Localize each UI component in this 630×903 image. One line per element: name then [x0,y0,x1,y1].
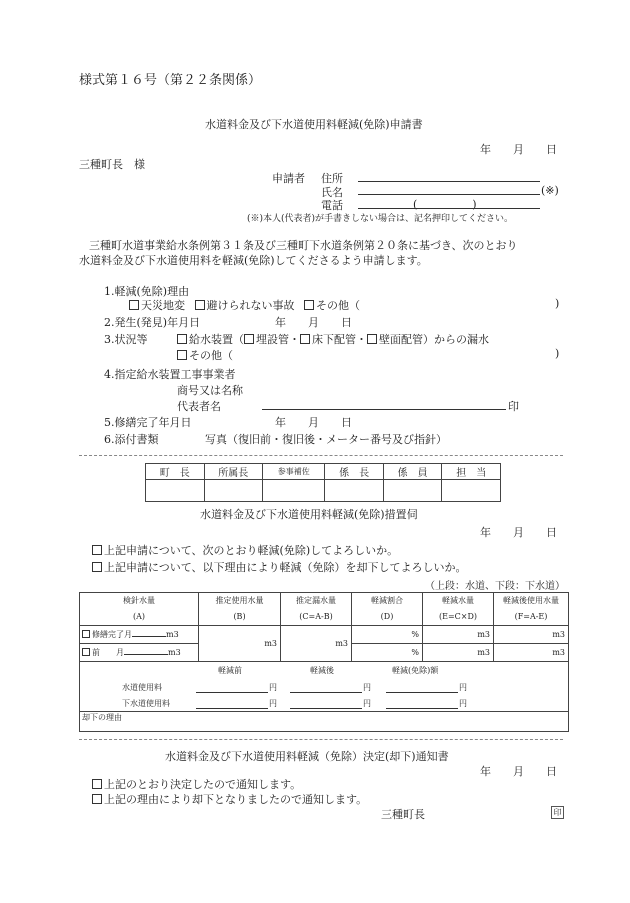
approval-header: 担 当 [442,464,501,480]
rep-seal: 印 [508,400,519,413]
measure-checkbox-approve[interactable] [92,545,102,555]
addressee: 三種町長 様 [79,158,145,171]
calc-header: 推定使用水量 (B) [199,593,281,626]
applicant-label: 申請者 [272,172,305,185]
calc-header: 軽減水量 (E=C×D) [423,593,494,626]
name-label: 氏名 [321,186,343,199]
yen-unit: 円 [363,699,371,708]
situation-checkbox-buried[interactable] [244,334,254,344]
reason-options: 天災地変 避けられない事故 その他（ [129,297,360,313]
approval-seal-cell[interactable] [383,480,442,502]
address-field[interactable] [358,181,540,182]
yen-unit: 円 [269,699,277,708]
yen-unit: 円 [459,699,467,708]
handwriting-note: (※)本人(代表者)が手書きしない場合は、記名押印してください。 [247,214,514,224]
phone-field[interactable] [358,208,540,209]
calc-cell[interactable]: m3 [494,644,569,662]
approval-header: 所属長 [204,464,263,480]
calc-cell[interactable]: m3 [423,626,494,644]
occurrence-date: 年 月 日 [275,316,352,329]
approval-seal-cell[interactable] [204,480,263,502]
amount-header: 軽減(免除)額 [392,666,439,675]
address-label: 住所 [321,172,343,185]
situation-options: 給水装置（ 埋設管・ 床下配管・ 壁面配管）からの漏水 [177,331,489,347]
phone-parens: ( ) [413,198,477,211]
notice-option-2: 上記の理由により却下となりましたので通知します。 [92,791,367,807]
reason-label: 1.軽減(免除)理由 [104,285,190,298]
situation-checkbox-wall[interactable] [367,334,377,344]
repair-date: 年 月 日 [275,416,352,429]
measure-date: 年 月 日 [480,526,557,539]
approval-header: 係 長 [325,464,384,480]
reason-checkbox-accident[interactable] [195,300,205,310]
calc-cell[interactable]: % [352,644,423,662]
repair-label: 5.修繕完了年月日 [104,416,192,429]
phone-label: 電話 [321,199,343,212]
name-mark: (※) [541,184,559,197]
yen-unit: 円 [459,683,467,692]
approval-seal-cell[interactable] [442,480,501,502]
calc-cell[interactable]: m3 [494,626,569,644]
amount-header: 軽減後 [310,666,334,675]
calc-cell[interactable]: m3 [199,626,281,662]
water-fee-label: 水道使用料 [122,683,162,692]
reason-checkbox-other[interactable] [304,300,314,310]
amount-block [80,662,569,712]
reject-reason-label: 却下の理由 [82,713,122,722]
yen-unit: 円 [363,683,371,692]
row-checkbox[interactable] [82,648,90,656]
notice-checkbox-rejected[interactable] [92,794,102,804]
reject-reason-cell[interactable] [80,712,569,732]
rep-label: 代表者名 [177,400,221,413]
approval-header: 係 員 [383,464,442,480]
calc-row-label[interactable]: 修繕完了月 m3 [80,626,199,644]
approval-table [145,463,501,502]
yen-unit: 円 [269,683,277,692]
reason-checkbox-disaster[interactable] [129,300,139,310]
sewer-before-field[interactable] [196,708,268,709]
calc-table [79,592,569,732]
calc-row-label[interactable]: 前 月 m3 [80,644,199,662]
sewer-after-field[interactable] [290,708,362,709]
official-seal: 印 [551,806,564,819]
table-note: （上段：水道、下段：下水道） [425,581,565,592]
approval-seal-cell[interactable] [325,480,384,502]
occurrence-label: 2.発生(発見)年月日 [104,316,201,329]
situation-checkbox-supply[interactable] [177,334,187,344]
application-title: 水道料金及び下水道使用料軽減(免除)申請書 [205,118,423,131]
situation-checkbox-other[interactable] [177,350,187,360]
measure-option-1: 上記申請について、次のとおり軽減(免除)してよろしいか。 [92,542,398,558]
attachments-value: 写真（復旧前・復旧後・メーター番号及び指針） [205,433,447,446]
rep-field[interactable] [262,409,506,410]
approval-seal-cell[interactable] [146,480,205,502]
amount-header: 軽減前 [218,666,242,675]
calc-header: 軽減後使用水量 (F=A-E) [494,593,569,626]
divider-1 [79,455,563,456]
measure-checkbox-reject[interactable] [92,562,102,572]
body-line-2: 水道料金及び下水道使用料を軽減(免除)してくださるよう申請します。 [79,254,428,267]
attachments-label: 6.添付書類 [104,433,159,446]
sewer-reduction-field[interactable] [386,708,458,709]
contractor-label: 4.指定給水装置工事事業者 [104,368,236,381]
form-number: 様式第１６号（第２２条関係） [79,73,262,88]
application-date: 年 月 日 [480,143,557,156]
calc-cell[interactable]: % [352,626,423,644]
trade-name-label: 商号又は名称 [177,384,243,397]
sewer-fee-label: 下水道使用料 [122,699,170,708]
calc-header: 検針水量 (A) [80,593,199,626]
notice-issuer: 三種町長 [381,808,425,821]
divider-2 [79,739,563,740]
situation-label: 3.状況等 [104,333,148,346]
approval-header: 町 長 [146,464,205,480]
water-reduction-field[interactable] [386,692,458,693]
water-after-field[interactable] [290,692,362,693]
notice-checkbox-decided[interactable] [92,779,102,789]
water-before-field[interactable] [196,692,268,693]
situation-checkbox-underfloor[interactable] [300,334,310,344]
approval-header: 参事補佐 [263,464,325,480]
calc-header: 軽減割合 (D) [352,593,423,626]
row-checkbox[interactable] [82,630,90,638]
calc-cell[interactable]: m3 [423,644,494,662]
situation-close-paren: ) [555,347,560,360]
situation-other: その他（ [177,347,233,363]
name-field[interactable] [358,194,540,195]
notice-date: 年 月 日 [480,765,557,778]
approval-seal-cell[interactable] [263,480,325,502]
calc-header: 推定漏水量 (C=A-B) [281,593,352,626]
measure-option-2: 上記申請について、以下理由により軽減（免除）を却下してよろしいか。 [92,559,467,575]
notice-title: 水道料金及び下水道使用料軽減（免除）決定(却下)通知書 [165,750,449,763]
calc-cell[interactable]: m3 [281,626,352,662]
notice-option-1: 上記のとおり決定したので通知します。 [92,776,301,792]
measure-title: 水道料金及び下水道使用料軽減(免除)措置伺 [200,508,418,521]
body-line-1: 三種町水道事業給水条例第３１条及び三種町下水道条例第２０条に基づき、次のとおり [89,239,518,252]
reason-close-paren: ) [555,297,560,310]
